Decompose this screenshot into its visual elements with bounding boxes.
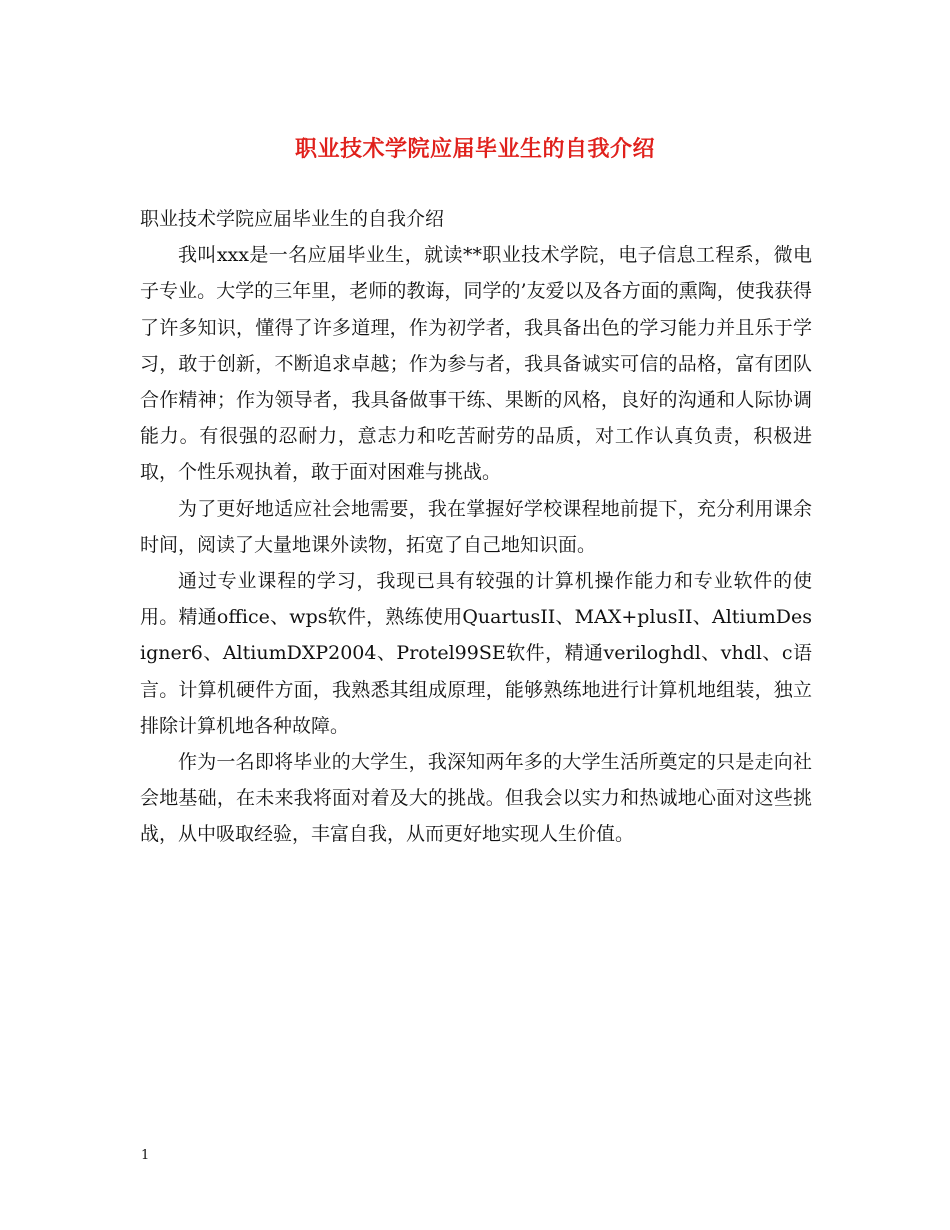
- paragraph-introduction: 我叫xxx是一名应届毕业生，就读**职业技术学院，电子信息工程系，微电子专业。大学的三年里，老师的教诲，同学的’友爱以及各方面的熏陶，使我获得了许多知识，懂得了许多道理，作为初学者，我具备出色的学习能力并且乐于学习，敢于创新，不断追求卓越；作为参与者，我具备诚实可信的品格，富有团队合作精神；作为领导者，我具备做事干练、果断的风格，良好的沟通和人际协调能力。有很强的忍耐力，意志力和吃苦耐劳的品质，对工作认真负责，积极进取，个性乐观执着，敢于面对困难与挑战。: [140, 244, 812, 484]
- subtitle-paragraph: 职业技术学院应届毕业生的自我介绍: [140, 208, 445, 230]
- paragraph-computer-skills: 通过专业课程的学习，我现已具有较强的计算机操作能力和专业软件的使用。精通office、wps软件，熟练使用QuartusII、MAX+plusII、AltiumDesigner6、AltiumDXP2004、Protel99SE软件，精通veriloghdl、vhdl、c语言。计算机硬件方面，我熟悉其组成原理，能够熟练地进行计算机地组装，独立排除计算机地各种故障。: [140, 570, 812, 737]
- page-number: 1: [141, 1148, 150, 1163]
- paragraph-conclusion: 作为一名即将毕业的大学生，我深知两年多的大学生活所奠定的只是走向社会地基础，在未来我将面对着及大的挑战。但我会以实力和热诚地心面对这些挑战，从中吸取经验，丰富自我，从而更好地实现人生价值。: [140, 751, 812, 846]
- document-body: [140, 201, 812, 853]
- paragraph-social-adaptation: 为了更好地适应社会地需要，我在掌握好学校课程地前提下，充分利用课余时间，阅读了大量地课外读物，拓宽了自己地知识面。: [140, 497, 812, 556]
- document-title: 职业技术学院应届毕业生的自我介绍: [294, 136, 655, 162]
